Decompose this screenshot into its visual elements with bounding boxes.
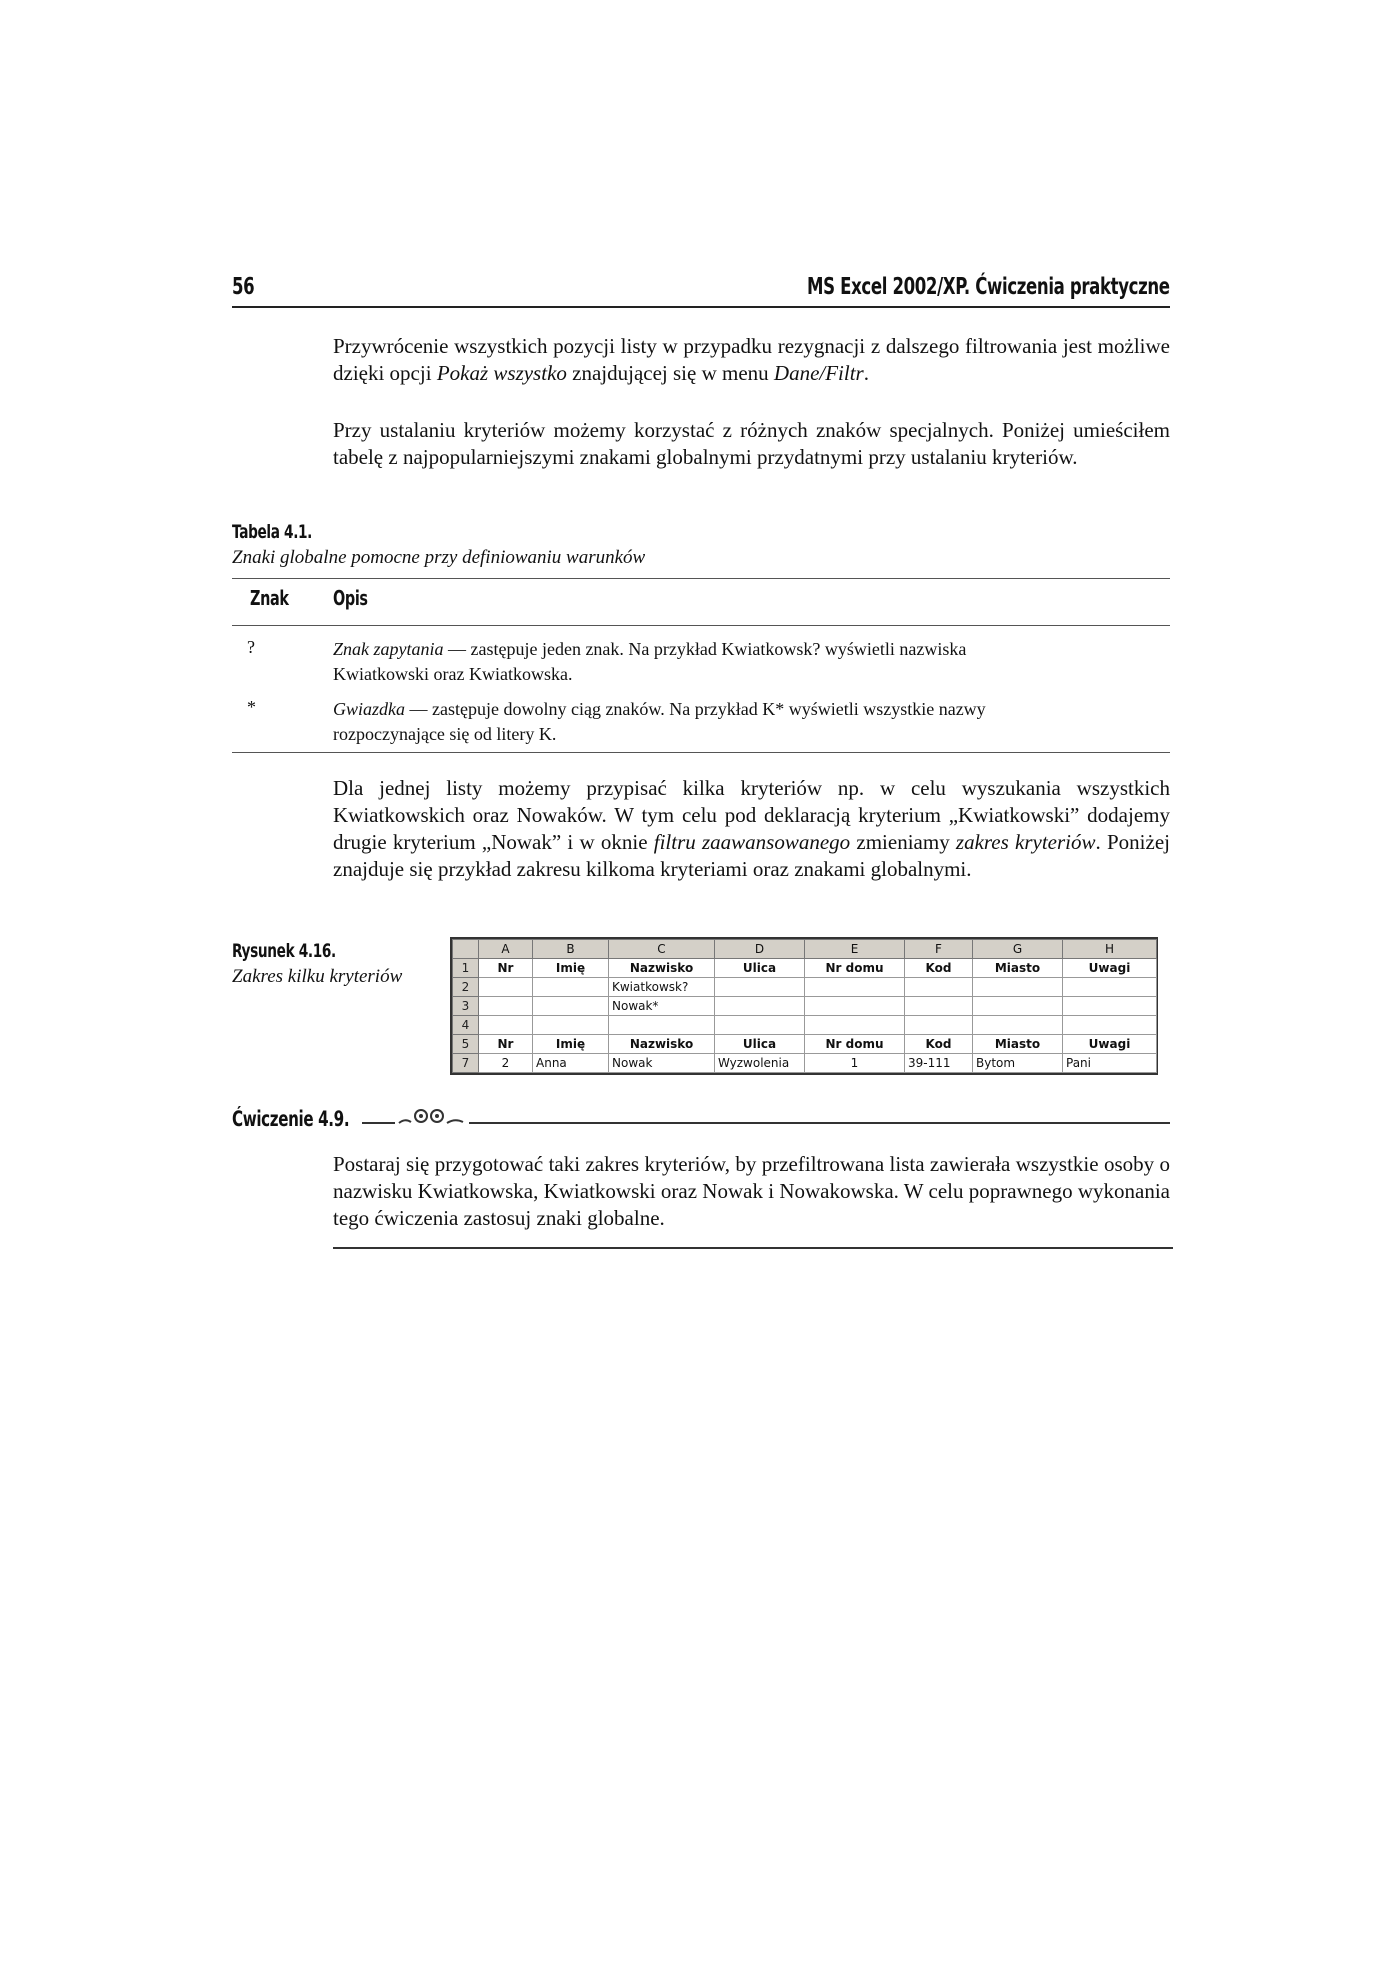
cell[interactable]: Anna — [533, 1054, 609, 1073]
cell[interactable] — [715, 978, 805, 997]
cell[interactable] — [805, 978, 905, 997]
sheet-row — [453, 997, 1157, 1016]
column-header-f[interactable]: F — [905, 940, 973, 959]
page-number: 56 — [232, 274, 255, 300]
table-header-description: Opis — [333, 586, 368, 610]
sheet-row — [453, 978, 1157, 997]
cell[interactable]: Pani — [1063, 1054, 1157, 1073]
column-header-e[interactable]: E — [805, 940, 905, 959]
column-header-g[interactable]: G — [973, 940, 1063, 959]
cell[interactable]: 1 — [805, 1054, 905, 1073]
paragraph-special-characters: Przy ustalaniu kryteriów możemy korzystać z różnych znaków specjalnych. Poniżej umieściłem tabelę z najpopularniejszymi znakami globalnymi przydatnymi przy ustalaniu kryteriów. — [333, 418, 1170, 469]
cell[interactable]: Bytom — [973, 1054, 1063, 1073]
term: Gwiazdka — [333, 699, 405, 719]
table-row: Znak zapytania — zastępuje jeden znak. Na przykład Kwiatkowsk? wyświetli nazwiska Kwiatkowski oraz Kwiatkowska. — [333, 639, 967, 684]
cell[interactable] — [905, 997, 973, 1016]
running-header — [232, 270, 1170, 308]
cell[interactable]: Nr domu — [805, 959, 905, 978]
criteria-range-spreadsheet — [450, 937, 1158, 1075]
cell[interactable] — [479, 978, 533, 997]
cell[interactable]: Wyzwolenia — [715, 1054, 805, 1073]
select-all-corner[interactable] — [453, 940, 479, 959]
exercise-text: Postaraj się przygotować taki zakres kryteriów, by przefiltrowana lista zawierała wszystkie osoby o nazwisku Kwiatkowska, Kwiatkowski oraz Nowak i Nowakowska. W celu poprawnego wykonania tego ćwiczenia zastosuj znaki globalne. — [333, 1152, 1170, 1230]
table-row-symbol: * — [247, 697, 256, 717]
cell[interactable]: Kod — [905, 1035, 973, 1054]
exercise-rule — [362, 1122, 1170, 1124]
cell[interactable] — [1063, 1016, 1157, 1035]
cell[interactable]: Nr — [479, 1035, 533, 1054]
cell[interactable]: Nr domu — [805, 1035, 905, 1054]
cell[interactable]: Imię — [533, 959, 609, 978]
cell[interactable] — [805, 1016, 905, 1035]
menu-data-filter: Dane/Filtr — [773, 361, 864, 385]
table-row: Gwiazdka — zastępuje dowolny ciąg znaków. Na przykład K* wyświetli wszystkie nazwy rozpoczynające się od litery K. — [333, 699, 986, 744]
table-header-rule — [232, 625, 1170, 626]
cell[interactable]: Miasto — [973, 959, 1063, 978]
cell[interactable] — [973, 978, 1063, 997]
cell[interactable] — [1063, 978, 1157, 997]
figure-caption-label: Rysunek 4.16. — [232, 940, 336, 962]
row-header[interactable]: 7 — [453, 1054, 479, 1073]
table-caption-text: Znaki globalne pomocne przy definiowaniu warunków — [232, 547, 646, 568]
cell[interactable] — [973, 997, 1063, 1016]
figure-caption-text: Zakres kilku kryteriów — [232, 966, 403, 987]
cell[interactable]: Nowak — [609, 1054, 715, 1073]
cell[interactable]: 2 — [479, 1054, 533, 1073]
term: Znak zapytania — [333, 639, 444, 659]
cell[interactable]: Ulica — [715, 959, 805, 978]
cell[interactable]: Miasto — [973, 1035, 1063, 1054]
cell[interactable] — [905, 978, 973, 997]
table-bottom-rule — [232, 752, 1170, 753]
cell[interactable] — [533, 1016, 609, 1035]
paragraph-multiple-criteria: Dla jednej listy możemy przypisać kilka kryteriów np. w celu wyszukania wszystkich Kwiatkowskich oraz Nowaków. W tym celu pod deklaracją kryterium „Kwiatkowski” dodajemy drugie kryterium „Nowak” i w oknie filtru zaawansowanego zmieniamy zakres kryteriów. Poniżej znajduje się przykład zakresu kilkoma kryteriami oraz znakami globalnymi. — [333, 776, 1170, 881]
cell[interactable] — [1063, 997, 1157, 1016]
cell[interactable]: Uwagi — [1063, 959, 1157, 978]
column-header-a[interactable]: A — [479, 940, 533, 959]
paragraph-restore-list: Przywrócenie wszystkich pozycji listy w przypadku rezygnacji z dalszego filtrowania jest możliwe dzięki opcji Pokaż wszystko znajdującej się w menu Dane/Filtr. — [333, 334, 1170, 385]
row-header[interactable]: 2 — [453, 978, 479, 997]
column-header-d[interactable]: D — [715, 940, 805, 959]
column-header-h[interactable]: H — [1063, 940, 1157, 959]
cell[interactable]: Imię — [533, 1035, 609, 1054]
exercise-difficulty-icon — [395, 1100, 469, 1135]
cell[interactable] — [805, 997, 905, 1016]
sheet-row — [453, 1054, 1157, 1073]
row-header[interactable]: 5 — [453, 1035, 479, 1054]
cell[interactable] — [715, 1016, 805, 1035]
cell[interactable] — [533, 997, 609, 1016]
cell[interactable]: 39-111 — [905, 1054, 973, 1073]
option-show-all: Pokaż wszystko — [436, 361, 567, 385]
cell[interactable]: Nazwisko — [609, 959, 715, 978]
cell[interactable] — [479, 1016, 533, 1035]
book-title: MS Excel 2002/XP. Ćwiczenia praktyczne — [807, 274, 1170, 300]
cell[interactable]: Nazwisko — [609, 1035, 715, 1054]
cell[interactable]: Kwiatkowsk? — [609, 978, 715, 997]
row-header[interactable]: 4 — [453, 1016, 479, 1035]
cell[interactable] — [905, 1016, 973, 1035]
sheet-row — [453, 959, 1157, 978]
table-row-symbol: ? — [247, 637, 255, 657]
cell[interactable]: Nr — [479, 959, 533, 978]
table-header-symbol: Znak — [250, 586, 289, 610]
row-header[interactable]: 1 — [453, 959, 479, 978]
table-caption-label: Tabela 4.1. — [232, 521, 313, 543]
table-top-rule — [232, 578, 1170, 579]
column-header-c[interactable]: C — [609, 940, 715, 959]
cell[interactable] — [973, 1016, 1063, 1035]
cell[interactable] — [533, 978, 609, 997]
cell[interactable]: Ulica — [715, 1035, 805, 1054]
cell[interactable]: Kod — [905, 959, 973, 978]
column-header-b[interactable]: B — [533, 940, 609, 959]
exercise-label: Ćwiczenie 4.9. — [232, 1107, 350, 1131]
row-header[interactable]: 3 — [453, 997, 479, 1016]
sheet-row — [453, 1035, 1157, 1054]
cell[interactable]: Uwagi — [1063, 1035, 1157, 1054]
column-header-row — [453, 940, 1157, 959]
sheet-row — [453, 1016, 1157, 1035]
cell[interactable] — [609, 1016, 715, 1035]
cell[interactable] — [715, 997, 805, 1016]
cell[interactable]: Nowak* — [609, 997, 715, 1016]
exercise-bottom-rule — [333, 1247, 1173, 1249]
cell[interactable] — [479, 997, 533, 1016]
